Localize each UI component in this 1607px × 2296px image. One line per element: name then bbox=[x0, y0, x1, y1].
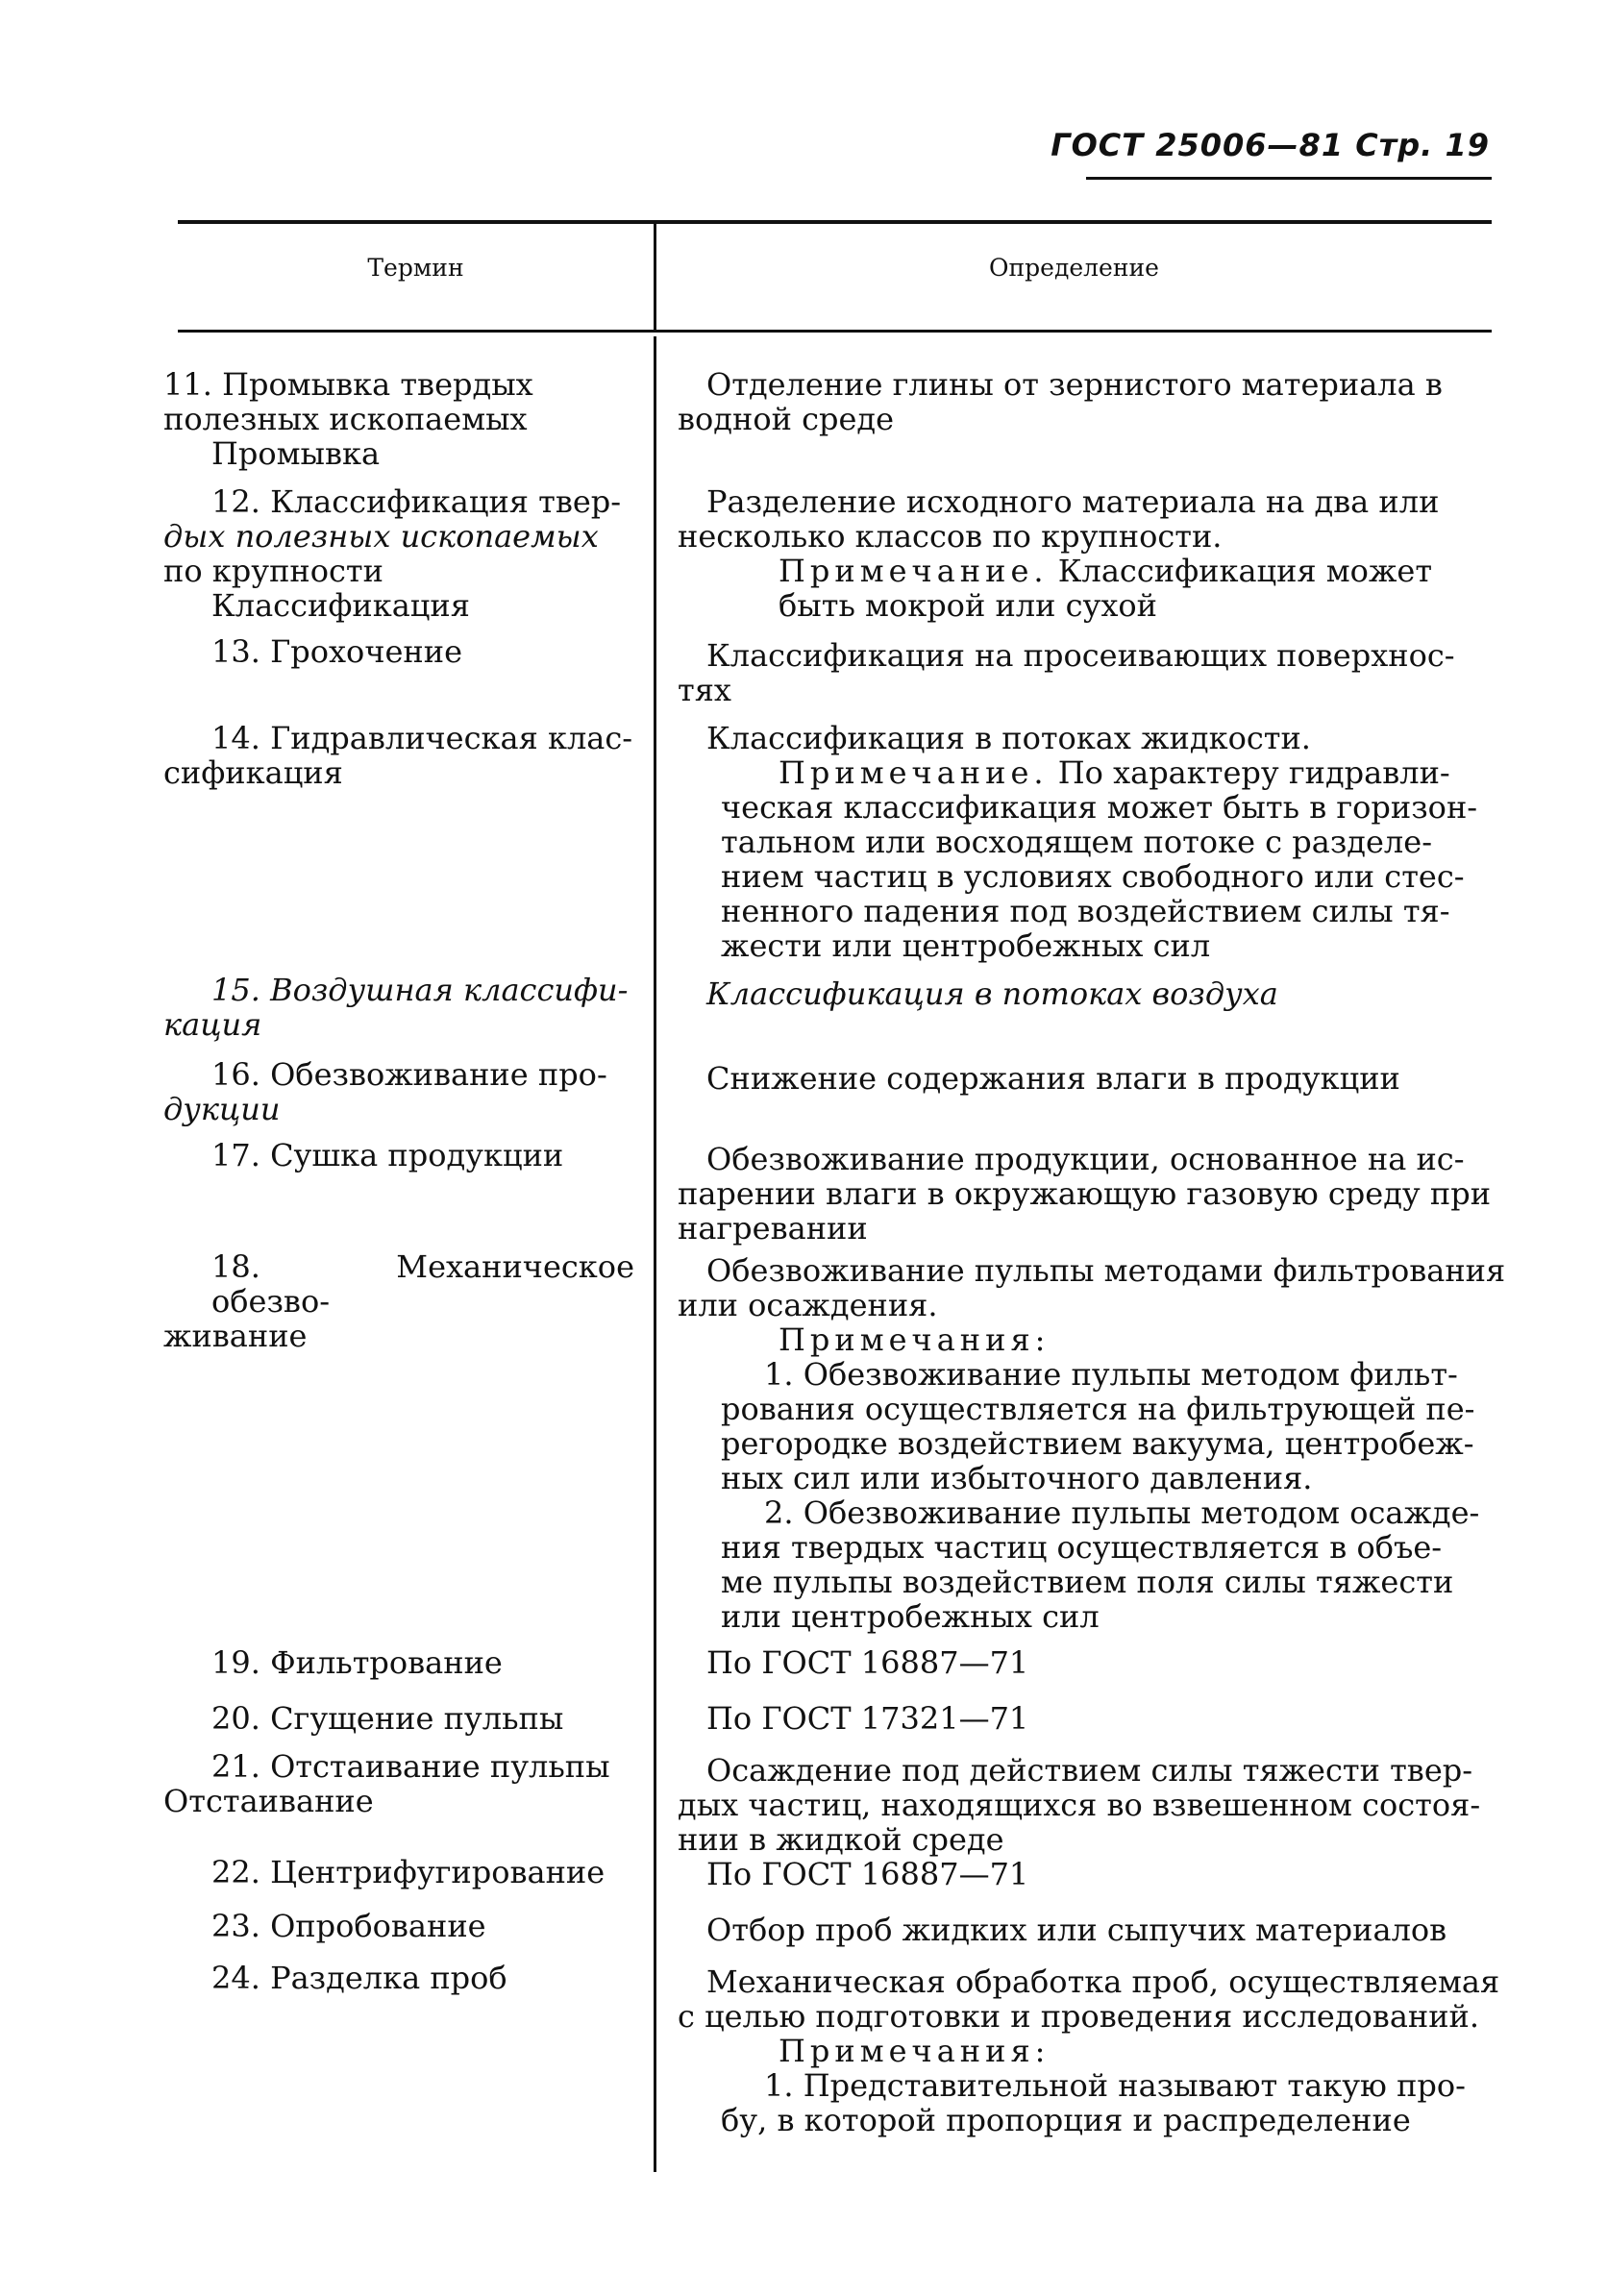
term-21 bbox=[163, 1749, 634, 1818]
term-line: живание bbox=[163, 1318, 308, 1354]
note-line: 1. Обезвоживание пульпы методом фильт- bbox=[764, 1356, 1458, 1393]
def-line: Классификация в потоках воздуха bbox=[706, 975, 1278, 1012]
term-line: 14. Гидравлическая клас- bbox=[211, 720, 633, 756]
definition-13 bbox=[678, 638, 1493, 707]
note-line: рования осуществляется на фильтрующей пе- bbox=[721, 1391, 1475, 1427]
note-label: Примечание. bbox=[779, 754, 1049, 791]
note-line: ческая классификация может быть в горизон- bbox=[721, 789, 1478, 826]
def-line: Обезвоживание пульпы методами фильтрования bbox=[706, 1252, 1506, 1289]
def-line: Классификация на просеивающих поверхнос- bbox=[706, 637, 1455, 674]
term-line: 20. Сгущение пульпы bbox=[211, 1700, 564, 1737]
def-line: Механическая обработка проб, осуществляемая bbox=[706, 1963, 1500, 2000]
term-14 bbox=[163, 721, 634, 790]
def-line: Отделение глины от зернистого материала в bbox=[706, 366, 1443, 403]
def-line: Снижение содержания влаги в продукции bbox=[706, 1060, 1400, 1097]
term-12 bbox=[163, 484, 634, 623]
term-line: 13. Грохочение bbox=[211, 633, 462, 670]
term-line: Отстаивание bbox=[163, 1783, 374, 1819]
term-line: кация bbox=[163, 1006, 262, 1043]
definition-21 bbox=[678, 1753, 1493, 1857]
def-line: водной среде bbox=[678, 401, 895, 437]
column-header-definition: Определение bbox=[989, 254, 1159, 282]
note-line: нием частиц в условиях свободного или стес- bbox=[721, 858, 1465, 895]
term-17 bbox=[163, 1138, 634, 1173]
definition-14 bbox=[678, 721, 1493, 963]
term-line: 12. Классификация твер- bbox=[211, 483, 622, 520]
term-line: дых полезных ископаемых bbox=[163, 518, 599, 555]
definition-19 bbox=[678, 1645, 1493, 1680]
note-line: жести или центробежных сил bbox=[721, 927, 1211, 964]
def-line: Отбор проб жидких или сыпучих материалов bbox=[706, 1912, 1447, 1948]
def-line: дых частиц, находящихся во взвешенном состоя- bbox=[678, 1787, 1481, 1823]
note-line: Классификация может bbox=[1057, 553, 1433, 589]
term-line: 17. Сушка продукции bbox=[211, 1137, 564, 1173]
def-line: парении влаги в окружающую газовую среду при bbox=[678, 1175, 1492, 1212]
def-line: По ГОСТ 16887—71 bbox=[706, 1644, 1029, 1681]
definition-20 bbox=[678, 1701, 1493, 1736]
def-line: По ГОСТ 17321—71 bbox=[706, 1700, 1029, 1737]
term-line: полезных ископаемых bbox=[163, 401, 528, 437]
def-line: нагревании bbox=[678, 1210, 868, 1247]
def-line: Осаждение под действием силы тяжести твер- bbox=[706, 1752, 1473, 1789]
note-line: 2. Обезвоживание пульпы методом осажде- bbox=[764, 1494, 1480, 1531]
term-line: 24. Разделка проб bbox=[211, 1960, 507, 1996]
definition-22 bbox=[678, 1857, 1493, 1891]
term-24 bbox=[163, 1961, 634, 1995]
note-label: Примечание. bbox=[779, 553, 1049, 589]
term-line: 22. Центрифугирование bbox=[211, 1854, 606, 1890]
definition-24 bbox=[678, 1963, 1500, 2138]
term-line: дукции bbox=[163, 1091, 281, 1127]
term-20 bbox=[163, 1701, 634, 1736]
note-line: 1. Представительной называют такую про- bbox=[764, 2067, 1466, 2104]
term-line: 15. Воздушная классифи- bbox=[211, 972, 629, 1008]
note-line: бу, в которой пропорция и распределение bbox=[721, 2102, 1411, 2138]
term-line: 18. Механическое обезво- bbox=[211, 1248, 634, 1320]
term-11 bbox=[163, 367, 634, 471]
note-line: регородке воздействием вакуума, центробеж- bbox=[721, 1425, 1474, 1462]
definition-12 bbox=[678, 484, 1493, 623]
note-line: ных сил или избыточного давления. bbox=[721, 1460, 1313, 1496]
def-line: Обезвоживание продукции, основанное на ис- bbox=[706, 1141, 1465, 1177]
note-line: ме пульпы воздействием поля силы тяжести bbox=[721, 1564, 1454, 1600]
def-line: или осаждения. bbox=[678, 1287, 938, 1323]
note-label: Примечания: bbox=[779, 1321, 1051, 1358]
note-line: ненного падения под воздействием силы тя- bbox=[721, 893, 1450, 929]
table-top-rule bbox=[178, 220, 1492, 224]
def-line: Разделение исходного материала на два или bbox=[706, 483, 1440, 520]
term-line: 23. Опробование bbox=[211, 1908, 486, 1944]
term-16 bbox=[163, 1057, 634, 1126]
term-line: сификация bbox=[163, 754, 343, 791]
term-line: по крупности bbox=[163, 553, 383, 589]
note-line: По характеру гидравли- bbox=[1057, 754, 1450, 791]
term-line: 11. Промывка твердых bbox=[163, 366, 533, 403]
body-column-divider bbox=[654, 336, 656, 2172]
term-19 bbox=[163, 1645, 634, 1680]
table-header-rule bbox=[178, 330, 1492, 333]
definition-16 bbox=[678, 1061, 1493, 1096]
term-line: Классификация bbox=[211, 587, 470, 624]
note-line: быть мокрой или сухой bbox=[779, 587, 1157, 624]
running-head: ГОСТ 25006—81 Стр. 19 bbox=[1051, 127, 1490, 163]
term-line: Промывка bbox=[211, 435, 381, 472]
definition-15 bbox=[678, 976, 1493, 1011]
def-line: Классификация в потоках жидкости. bbox=[706, 720, 1311, 756]
definition-11 bbox=[678, 367, 1493, 436]
note-line: или центробежных сил bbox=[721, 1598, 1100, 1635]
note-line: тальном или восходящем потоке с разделе- bbox=[721, 824, 1432, 860]
note-label: Примечания: bbox=[779, 2033, 1051, 2069]
term-18 bbox=[163, 1249, 634, 1353]
running-head-rule bbox=[1086, 177, 1492, 180]
def-line: тях bbox=[678, 672, 731, 708]
term-line: 21. Отстаивание пульпы bbox=[211, 1748, 610, 1785]
def-line: несколько классов по крупности. bbox=[678, 518, 1223, 555]
term-line: 16. Обезвоживание про- bbox=[211, 1056, 607, 1093]
term-23 bbox=[163, 1909, 634, 1943]
definition-18 bbox=[678, 1252, 1506, 1635]
term-line: 19. Фильтрование bbox=[211, 1644, 503, 1681]
def-line: нии в жидкой среде bbox=[678, 1821, 1004, 1858]
def-line: По ГОСТ 16887—71 bbox=[706, 1856, 1029, 1892]
definition-23 bbox=[678, 1913, 1493, 1947]
note-line: ния твердых частиц осуществляется в объе- bbox=[721, 1529, 1443, 1566]
column-header-term: Термин bbox=[367, 254, 464, 282]
term-15 bbox=[163, 973, 634, 1042]
term-22 bbox=[163, 1855, 634, 1889]
definition-17 bbox=[678, 1142, 1493, 1246]
term-13 bbox=[163, 634, 634, 669]
def-line: с целью подготовки и проведения исследований. bbox=[678, 1998, 1480, 2035]
